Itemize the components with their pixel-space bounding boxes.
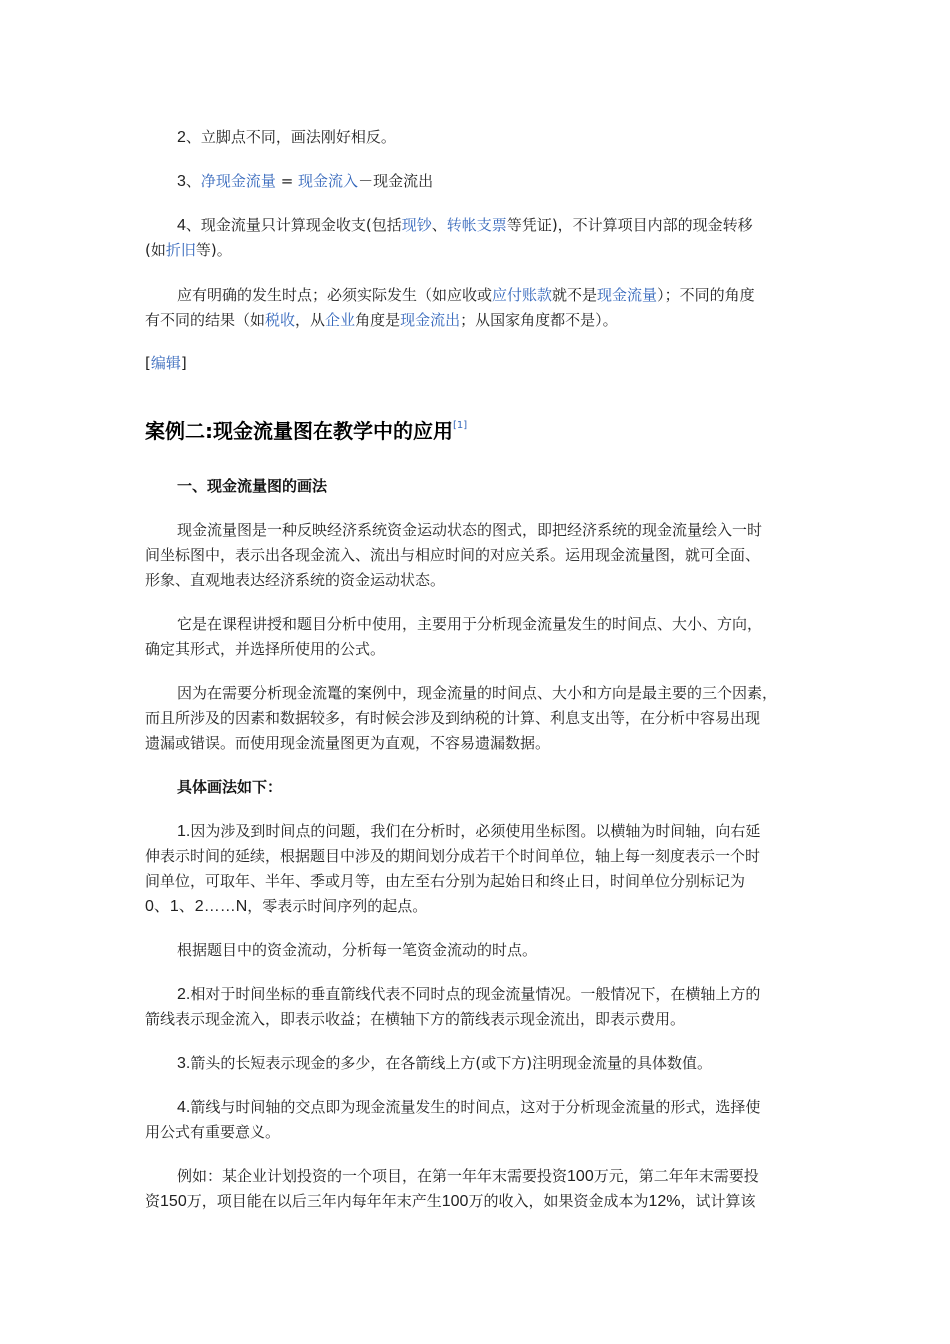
p3-line1: 因为在需要分析现金流鼍的案例中，现金流量的时间点、大小和方向是最主要的三个因素，: [177, 684, 778, 702]
edit-link[interactable]: 编辑: [150, 354, 181, 372]
example-text: 万元，第二年年末需要投: [593, 1167, 759, 1185]
item-text: 、立脚点不同，画法刚好相反。: [185, 128, 396, 146]
link-depreciation[interactable]: 折旧: [165, 241, 196, 259]
step4-line2: 用公式有重要意义。: [145, 1123, 281, 1141]
list-item-3: [145, 169, 842, 194]
para-text: ）；不同的角度: [657, 286, 755, 304]
example-line1: [145, 1164, 842, 1189]
example-text: ，试计算该: [680, 1192, 756, 1210]
reference-link[interactable]: [1]: [453, 420, 468, 431]
edit-section: [145, 351, 810, 376]
para-text: 角度是: [355, 311, 401, 329]
item-text: 、: [431, 216, 447, 234]
link-cash-inflow[interactable]: 现金流入: [298, 172, 359, 190]
step2-line1: [145, 982, 842, 1007]
para-text: 有不同的结果（如: [145, 311, 266, 329]
step-number: 1.: [177, 823, 191, 840]
step-text: 箭线与时间轴的交点即为现金流量发生的时间点，这对于分析现金流量的形式，选择使: [190, 1098, 761, 1116]
step-text: ，零表示时间序列的起点。: [247, 897, 428, 915]
step3-line1: [145, 1051, 842, 1076]
example-number: 150: [160, 1193, 187, 1210]
step2-line2: 箭线表示现金流入，即表示收益；在横轴下方的箭线表示现金流出，即表示费用。: [145, 1010, 686, 1028]
p1-line3: 形象、直观地表达经济系统的资金运动状态。: [145, 571, 446, 589]
p2-line1: 它是在课程讲授和题目分析中使用，主要用于分析现金流量发生的时间点、大小、方向，: [177, 615, 763, 633]
example-text: 万，项目能在以后三年内每年年末产生: [186, 1192, 442, 1210]
link-transfer-check[interactable]: 转帐支票: [446, 216, 507, 234]
item-text: －现金流出: [358, 172, 434, 190]
list-item-4-line2: [145, 238, 810, 263]
step1-note: 根据题目中的资金流动，分析每一笔资金流动的时点。: [177, 941, 538, 959]
item-text: 、现金流量只计算现金收支(包括: [185, 216, 402, 234]
example-number: 100: [567, 1168, 594, 1185]
para-text: 就不是: [552, 286, 598, 304]
p1-line2: 间坐标图中，表示出各现金流入、流出与相应时间的对应关系。运用现金流量图，就可全面、: [145, 546, 761, 564]
item-text: 等凭证)，不计算项目内部的现金转移: [506, 216, 753, 234]
item-number: 3: [177, 173, 186, 190]
para-text: ；从国家角度都不是）。: [460, 311, 618, 329]
step1-line2: 伸表示时间的延续，根据题目中涉及的期间划分成若干个时间单位，轴上每一刻度表示一个时: [145, 847, 761, 865]
bracket: [: [145, 354, 151, 372]
link-cash[interactable]: 现钞: [401, 216, 432, 234]
para-text: 应有明确的发生时点；必须实际发生（如应收或: [177, 286, 493, 304]
link-tax[interactable]: 税收: [265, 311, 296, 329]
step-number: 3.: [177, 1055, 191, 1072]
link-net-cash-flow[interactable]: 净现金流量: [200, 172, 276, 190]
example-number: 12%: [648, 1193, 681, 1210]
example-text: 例如：某企业计划投资的一个项目，在第一年年末需要投资: [177, 1167, 568, 1185]
p2-line2: 确定其形式，并选择所使用的公式。: [145, 640, 386, 658]
link-accounts-payable[interactable]: 应付账款: [492, 286, 553, 304]
time-sequence: 0、1、2……N: [145, 898, 248, 915]
p3-line3: 遗漏或错误。而使用现金流量图更为直观，不容易遗漏数据。: [145, 734, 551, 752]
step4-line1: [145, 1095, 842, 1120]
list-item-2: [145, 125, 842, 150]
example-text: 资: [145, 1192, 161, 1210]
method-heading: 具体画法如下：: [177, 778, 283, 796]
item-text: 等)。: [195, 241, 232, 259]
list-item-4-line1: [145, 213, 842, 238]
p1-line1: 现金流量图是一种反映经济系统资金运动状态的图式，即把经济系统的现金流量绘入一时: [177, 521, 763, 539]
paragraph-line1: [145, 283, 842, 308]
example-line2: [145, 1189, 810, 1214]
p3-line2: 而且所涉及的因素和数据较多，有时候会涉及到纳税的计算、利息支出等，在分析中容易出现: [145, 709, 761, 727]
heading-text: 案例二:现金流量图在教学中的应用: [145, 419, 453, 443]
step1-line3: 间单位，可取年、半年、季或月等，由左至右分别为起始日和终止日，时间单位分别标记为: [145, 872, 746, 890]
subheading: 一、现金流量图的画法: [177, 477, 328, 495]
example-text: 万的收入，如果资金成本为: [468, 1192, 649, 1210]
step-text: 相对于时间坐标的垂直箭线代表不同时点的现金流量情况。一般情况下，在横轴上方的: [190, 985, 761, 1003]
bracket: ]: [180, 354, 187, 372]
step-number: 2.: [177, 986, 191, 1003]
item-separator: 、: [185, 172, 201, 190]
link-cash-flow[interactable]: 现金流量: [597, 286, 658, 304]
example-number: 100: [441, 1193, 469, 1210]
para-text: ，从: [295, 311, 326, 329]
step-text: 因为涉及到时间点的问题，我们在分析时，必须使用坐标图。以横轴为时间轴，向右延: [190, 822, 761, 840]
step-number: 4.: [177, 1099, 191, 1116]
item-number: 2: [177, 129, 186, 146]
link-enterprise[interactable]: 企业: [325, 311, 356, 329]
section-heading: [145, 415, 467, 444]
item-number: 4: [177, 217, 186, 234]
step1-line1: [145, 819, 842, 844]
link-cash-outflow[interactable]: 现金流出: [400, 311, 461, 329]
step1-line4: [145, 894, 810, 919]
equals-sign: =: [275, 172, 299, 190]
step-text: 箭头的长短表示现金的多少，在各箭线上方(或下方)注明现金流量的具体数值。: [190, 1054, 713, 1072]
paragraph-line2: [145, 308, 810, 333]
item-text: (如: [145, 241, 166, 259]
